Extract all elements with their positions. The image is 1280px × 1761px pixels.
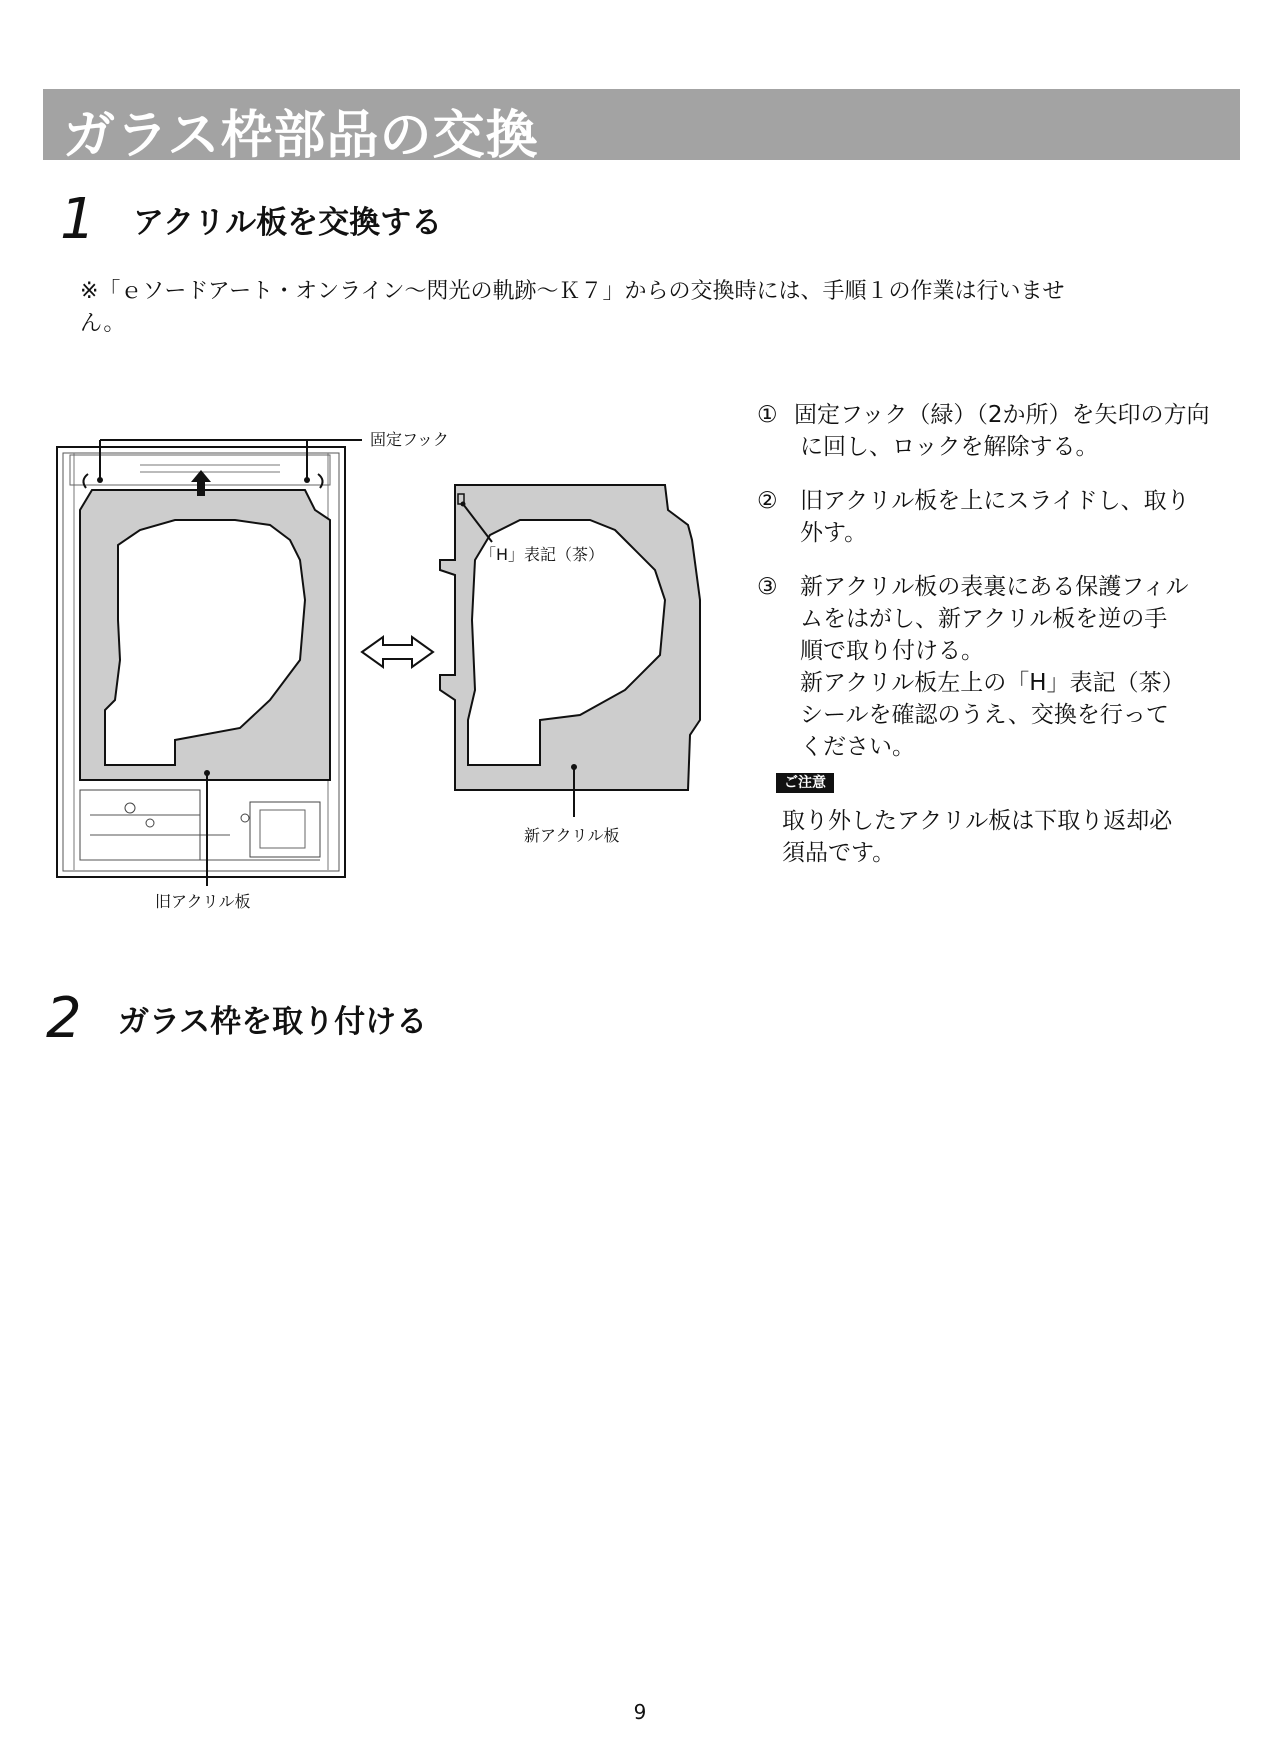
page-title: ガラス枠部品の交換 bbox=[63, 106, 539, 166]
step-1-number: 1 bbox=[60, 187, 96, 252]
instruction-marker: ① bbox=[757, 402, 778, 428]
instruction-marker: ③ bbox=[757, 574, 778, 600]
instruction-line: シールを確認のうえ、交換を行って bbox=[800, 702, 1169, 728]
step-2-title: ガラス枠を取り付ける bbox=[118, 1004, 428, 1040]
instruction-item-3 bbox=[757, 571, 1257, 763]
h-mark-label: 「H」表記（茶） bbox=[480, 545, 605, 564]
fixing-hook-label: 固定フック bbox=[370, 430, 449, 449]
instruction-line: に回し、ロックを解除する。 bbox=[800, 434, 1099, 460]
swap-arrow-icon bbox=[362, 637, 433, 667]
instruction-marker: ② bbox=[757, 488, 778, 514]
old-acrylic-plate bbox=[80, 490, 330, 780]
step-1-note-line-2: ん。 bbox=[80, 311, 126, 336]
instruction-line: 新アクリル板の表裏にある保護フィル bbox=[800, 574, 1189, 600]
step-1-note-line-1: ※「ｅソードアート・オンライン〜閃光の軌跡〜Ｋ７」からの交換時には、手順１の作業は行いませ bbox=[80, 279, 1065, 304]
old-plate-label: 旧アクリル板 bbox=[155, 892, 251, 911]
instruction-line: 新アクリル板左上の「H」表記（茶） bbox=[800, 670, 1185, 696]
instruction-list bbox=[757, 399, 1257, 763]
step-1-title: アクリル板を交換する bbox=[133, 205, 443, 241]
new-acrylic-plate bbox=[440, 485, 700, 790]
instruction-line: 固定フック（緑）（2か所）を矢印の方向 bbox=[794, 402, 1210, 428]
instruction-line: ください。 bbox=[800, 734, 915, 760]
step-2-number: 2 bbox=[46, 986, 82, 1051]
instruction-item-2 bbox=[757, 485, 1257, 549]
instruction-item-1 bbox=[757, 399, 1257, 463]
instruction-line: ムをはがし、新アクリル板を逆の手 bbox=[800, 606, 1168, 632]
old-plate-leader bbox=[204, 770, 210, 886]
new-plate-label: 新アクリル板 bbox=[524, 826, 620, 845]
caution-line-2: 須品です。 bbox=[782, 840, 896, 866]
instruction-line: 旧アクリル板を上にスライドし、取り bbox=[800, 488, 1190, 514]
instruction-line: 外す。 bbox=[800, 520, 868, 546]
instruction-line: 順で取り付ける。 bbox=[800, 638, 984, 664]
caution-badge: ご注意 bbox=[776, 773, 834, 793]
page-number: 9 bbox=[633, 1700, 647, 1724]
acrylic-plate-figure bbox=[0, 0, 760, 940]
caution-line-1: 取り外したアクリル板は下取り返却必 bbox=[782, 808, 1173, 834]
